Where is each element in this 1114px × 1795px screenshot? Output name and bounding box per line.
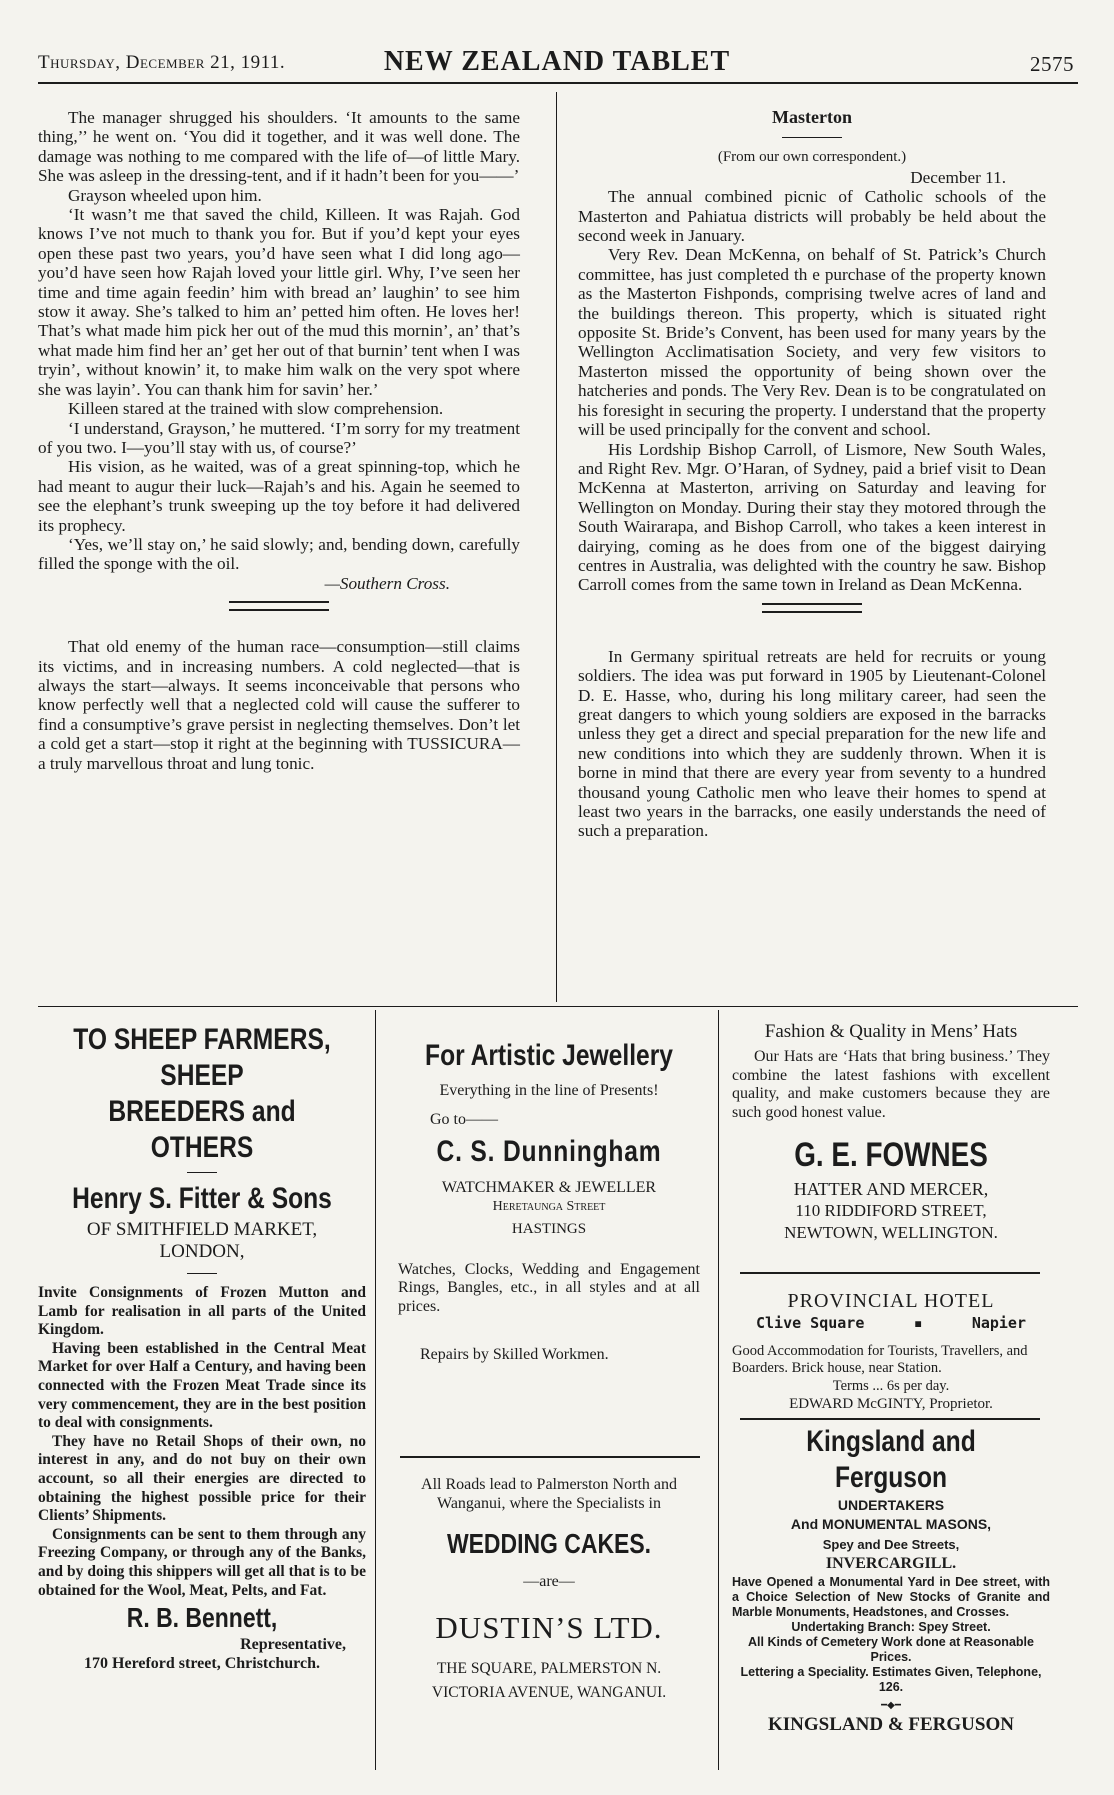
masterton-heading: Masterton <box>772 107 852 127</box>
fitter-paragraph: They have no Retail Shops of their own, no interest in any, and do not buy on their own account, so all their energies are directed to obtaining the highest possible price for their Clients’ Shipments. <box>38 1432 366 1525</box>
masterton-date: December 11. <box>910 167 1006 187</box>
ad-inner-rule <box>400 1456 700 1458</box>
jewellery-line-2: Go to—— <box>430 1110 498 1128</box>
fownes-address-1: 110 RIDDIFORD STREET, <box>795 1201 987 1220</box>
story-signature: —Southern Cross. <box>324 573 450 593</box>
dustin-product: WEDDING CAKES. <box>446 1528 652 1559</box>
story-paragraph: The manager shrugged his shoulders. ‘It amounts to the same thing,’’ he went on. ‘You did it together, and it was well done. The damage was nothing to me compared with the life of—of little Mary. She was asleep in the dressing-tent, and if it hadn’t been for you——’ <box>38 108 520 186</box>
jewellery-goods: Watches, Clocks, Wedding and Engagement Rings, Bangles, etc., in all styles and at all prices. <box>398 1260 700 1315</box>
fitter-headline-1: TO SHEEP FARMERS, SHEEP <box>73 1023 331 1092</box>
fownes-body: Our Hats are ‘Hats that bring business.’ They combine the latest fashions with excellent quality, and make customers because they are such good honest value. <box>732 1048 1050 1121</box>
fitter-address-1: OF SMITHFIELD MARKET, <box>86 1219 318 1240</box>
kingsland-lettering: Lettering a Speciality. Estimates Given, Telephone, 126. <box>740 1665 1042 1694</box>
heading-rule <box>782 137 842 138</box>
masthead-title: NEW ZEALAND TABLET <box>383 46 731 77</box>
section-divider <box>229 601 329 611</box>
story-paragraph: Killeen stared at the trained with slow comprehension. <box>68 399 444 419</box>
masterton-paragraph: His Lordship Bishop Carroll, of Lismore, New South Wales, and Right Rev. Mgr. O’Haran, of Sydney, paid a brief visit to Dean McKenna at Masterton, arriving on Saturday and leaving for Wellington on Monday. During their stay they motored through the South Wairarapa, and Bishop Carroll, who takes a keen interest in dairying, coming as he does from one of the biggest dairying centres in Australia, was delighted with the country he saw. Bishop Carroll comes from the same town in Ireland as Dean McKenna. <box>578 439 1046 595</box>
kingsland-town: INVERCARGILL. <box>825 1554 957 1572</box>
kingsland-trade-1: UNDERTAKERS <box>837 1497 945 1513</box>
ad-rule <box>187 1273 217 1274</box>
kingsland-firm-name: Kingsland and Ferguson <box>806 1425 976 1494</box>
dustin-are: —are— <box>523 1573 575 1590</box>
fownes-trade: HATTER AND MERCER, <box>793 1179 989 1199</box>
ad-divider-1 <box>375 1010 376 1770</box>
fitter-headline-2: BREEDERS and OTHERS <box>108 1095 296 1164</box>
story-paragraph: His vision, as he waited, was of a great spinning-top, which he had meant to augur their luck—Rajah’s and his. Again he seemed to see the elephant’s trunk sweeping up the toy before it had delivered its prophecy. <box>38 457 520 535</box>
masterton-column <box>578 108 1046 841</box>
fitter-representative-name: R. B. Bennett, <box>126 1602 278 1634</box>
jewellery-trade: WATCHMAKER & JEWELLER <box>441 1179 657 1196</box>
story-paragraph: ‘I understand, Grayson,’ he muttered. ‘I’m sorry for my treatment of you two. I—you’ll stay with us, of course?’ <box>38 418 520 457</box>
masterton-byline: (From our own correspondent.) <box>717 149 907 166</box>
section-divider <box>762 603 862 613</box>
jewellery-repairs: Repairs by Skilled Workmen. <box>420 1346 609 1363</box>
page-number: 2575 <box>1030 52 1074 76</box>
dustin-advertisement <box>390 1476 708 1703</box>
kingsland-ornament: ━◆━ <box>881 1700 901 1711</box>
fitter-representative-address: 170 Hereford street, Christchurch. <box>84 1654 320 1672</box>
ad-inner-rule <box>740 1418 1040 1420</box>
fitter-advertisement <box>38 1022 366 1673</box>
kingsland-body: Have Opened a Monumental Yard in Dee street, with a Choice Selection of New Stocks of Granite and Marble Monuments, Headstones, and Crosses. <box>732 1575 1050 1619</box>
story-paragraph: ‘Yes, we’ll stay on,’ he said slowly; and, bending down, carefully filled the sponge with the oil. <box>38 534 520 574</box>
tussicura-notice: That old enemy of the human race—consumption—still claims its victims, and in increasing numbers. A cold neglected—that is always the start—always. It seems inconceivable that persons who know perfectly well that a neglected cold will cause the sufferer to find a consumptive’s grave persist in neglecting themselves. Don’t let a cold get a start—stop it right at the beginning with TUSSICURA—a truly marvellous throat and lung tonic. <box>38 637 520 773</box>
story-paragraph: Grayson wheeled upon him. <box>68 185 262 205</box>
hotel-proprietor: EDWARD McGINTY, Proprietor. <box>789 1396 993 1412</box>
story-paragraph: ‘It wasn’t me that saved the child, Killeen. It was Rajah. God knows I’ve not much to thank you for. But if you’d kept your eyes open these past two years, you’d have seen what I did long ago—you’d have seen how Rajah loved your little girl. Why, I’ve seen her time and time again feedin’ him with bread an’ laughin’ to see him stow it away. She’s talked to him an’ petted him often. He loves her! That’s what made him pick her out of the mud this mornin’, an’ that’s what made him find her an’ get her out of that burnin’ tent when I was tryin’, without knowin’ it, to make him walk on the very spot where she was layin’. You can thank him for savin’ her.’ <box>38 205 520 399</box>
fitter-firm-name: Henry S. Fitter & Sons <box>72 1182 332 1215</box>
kingsland-kinds: All Kinds of Cemetery Work done at Reasonable Prices. <box>748 1635 1034 1664</box>
fownes-headline: Fashion & Quality in Mens’ Hats <box>764 1021 1018 1042</box>
fownes-firm-name: G. E. FOWNES <box>794 1136 988 1174</box>
fitter-paragraph: Consignments can be sent to them through any Freezing Company, or through any of the Banks, and by doing this shippers will get all that is to be obtained for the Wool, Meat, Pelts, and Fat. <box>38 1525 366 1599</box>
hotel-body: Good Accommodation for Tourists, Travellers, and Boarders. Brick house, near Station. <box>732 1342 1028 1376</box>
dustin-intro: All Roads lead to Palmerston North and Wanganui, where the Specialists in <box>421 1476 677 1512</box>
dustin-firm-name: DUSTIN’S LTD. <box>435 1609 663 1645</box>
ad-inner-rule <box>740 1272 1040 1274</box>
fitter-paragraph: Having been established in the Central Meat Market for over Half a Century, and having been connected with the Frozen Meat Trade since its very commencement, they are in the best position to deal with consignments. <box>38 1339 366 1432</box>
ad-divider-2 <box>718 1010 719 1770</box>
running-header-date: Thursday, December 21, 1911. <box>38 52 286 73</box>
germany-paragraph: In Germany spiritual retreats are held for recruits or young soldiers. The idea was put forward in 1905 by Lieutenant-Colonel D. E. Hasse, who, during his long military career, had seen the great dangers to which young soldiers are exposed in the barracks unless they get a direct and special preparation for the new life and new conditions into which they are suddenly thrown. When it is borne in mind that there are every year from seventy to a hundred thousand young Catholic men who leave their homes to spend at least two years in the barracks, one easily understands the need of such a preparation. <box>578 646 1046 841</box>
header-rule <box>38 82 1078 84</box>
hotel-advertisement <box>732 1288 1050 1414</box>
hotel-location-separator: ▪ <box>913 1314 923 1332</box>
jewellery-headline: For Artistic Jewellery <box>425 1039 673 1072</box>
hotel-name: PROVINCIAL HOTEL <box>787 1290 995 1312</box>
hotel-location-left: Clive Square <box>756 1314 865 1332</box>
kingsland-footer: KINGSLAND & FERGUSON <box>768 1713 1014 1735</box>
kingsland-advertisement <box>732 1424 1050 1734</box>
kingsland-branch: Undertaking Branch: Spey Street. <box>791 1620 991 1634</box>
jewellery-street: Heretaunga Street <box>492 1198 606 1214</box>
column-divider <box>556 92 557 1002</box>
ad-rule <box>187 1172 217 1173</box>
fitter-paragraph: Invite Consignments of Frozen Mutton and Lamb for realisation in all parts of the United Kingdom. <box>38 1284 366 1339</box>
jewellery-town: HASTINGS <box>511 1221 587 1237</box>
fitter-representative-title: Representative, <box>240 1636 346 1654</box>
ad-band-top-rule <box>38 1006 1078 1007</box>
story-left-column <box>38 108 520 773</box>
jewellery-firm-name: C. S. Dunningham <box>436 1135 662 1168</box>
kingsland-streets: Spey and Dee Streets, <box>822 1537 960 1552</box>
fownes-address-2: NEWTOWN, WELLINGTON. <box>784 1223 998 1242</box>
hotel-location-right: Napier <box>971 1314 1026 1332</box>
jewellery-line-1: Everything in the line of Presents! <box>439 1082 659 1099</box>
hotel-terms: Terms ... 6s per day. <box>832 1377 950 1394</box>
dustin-address-2: VICTORIA AVENUE, WANGANUI. <box>431 1684 667 1701</box>
kingsland-trade-2: And MONUMENTAL MASONS, <box>790 1515 992 1532</box>
jewellery-advertisement <box>390 1022 708 1452</box>
fownes-advertisement <box>732 1020 1050 1244</box>
fitter-address-2: LONDON, <box>159 1241 245 1262</box>
masterton-paragraph: The annual combined picnic of Catholic schools of the Masterton and Pahiatua districts will probably be held about the second week in January. <box>578 187 1046 246</box>
dustin-address-1: THE SQUARE, PALMERSTON N. <box>436 1659 662 1677</box>
masterton-paragraph: Very Rev. Dean McKenna, on behalf of St. Patrick’s Church committee, has just completed th e purchase of the property known as the Masterton Fishponds, comprising twelve acres of land and the buildings thereon. This property, which is situated right opposite St. Bride’s Convent, has been used for many years by the Wellington Acclimatisation Society, and very few visitors to Masterton missed the opportunity of being shown over the hatcheries and ponds. The Very Rev. Dean is to be congratulated on his foresight in securing the property. I understand that the property will be used principally for the convent and school. <box>578 245 1046 440</box>
